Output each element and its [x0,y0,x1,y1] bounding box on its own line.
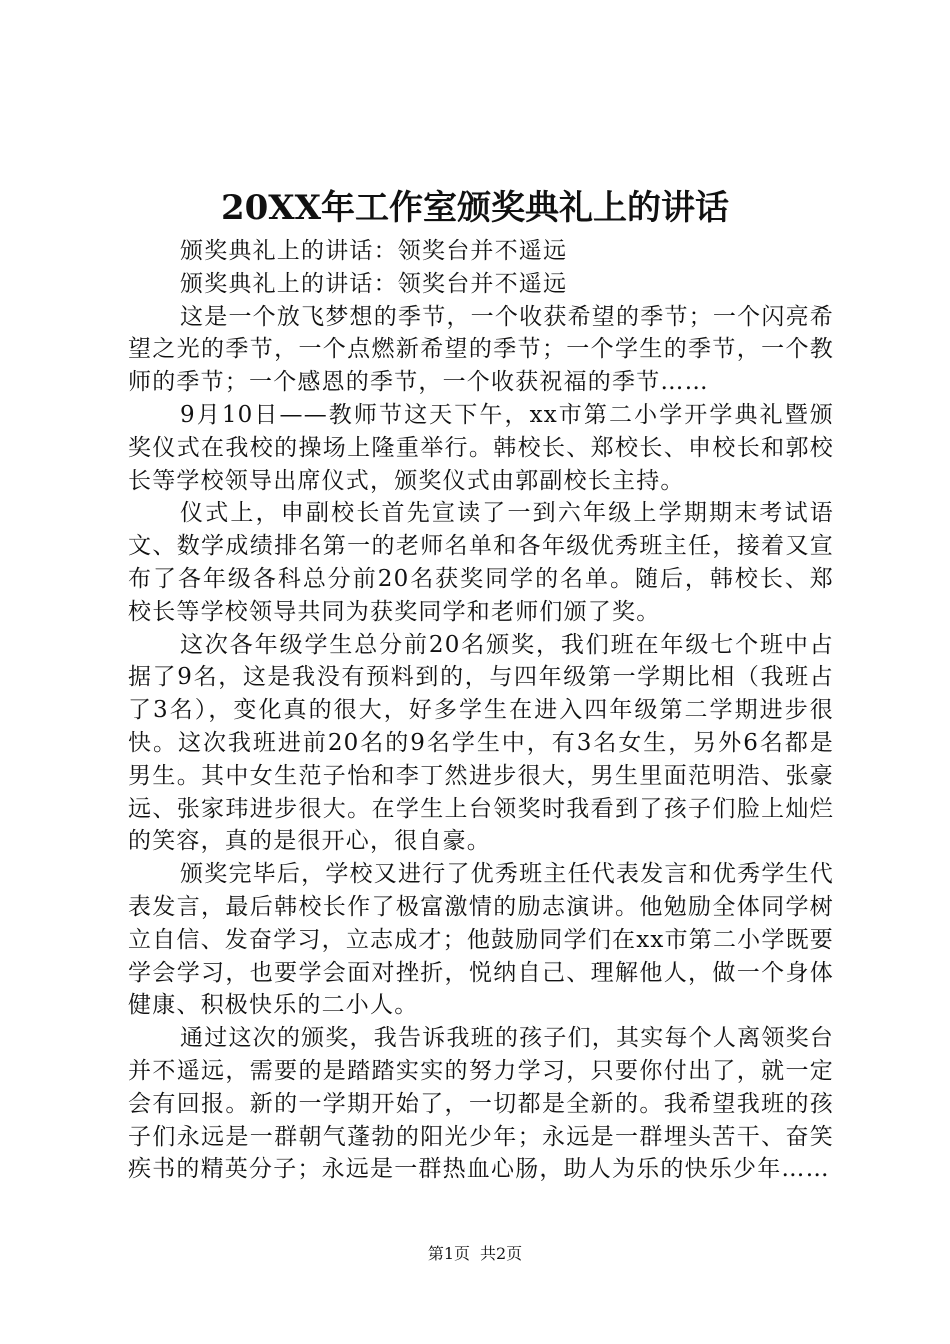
page-footer [0,1243,950,1265]
document-body [128,235,834,1186]
paragraph-class-results: 这次各年级学生总分前20名颁奖，我们班在年级七个班中占据了9名，这是我没有预料到的，与四年级第一学期比相（我班占了3名），变化真的很大，好多学生在进入四年级第二学期进步很快。这次我班进前20名的9名学生中，有3名女生，另外6名都是男生。其中女生范子怡和李丁然进步很大，男生里面范明浩、张豪远、张家玮进步很大。在学生上台领奖时我看到了孩子们脸上灿烂的笑容，真的是很开心，很自豪。 [128,631,834,855]
paragraph-subtitle-1: 颁奖典礼上的讲话：领奖台并不遥远 [180,238,568,264]
paragraph-speeches: 颁奖完毕后，学校又进行了优秀班主任代表发言和优秀学生代表发言，最后韩校长作了极富激情的励志演讲。他勉励全体同学树立自信、发奋学习，立志成才；他鼓励同学们在xx市第二小学既要学会学习，也要学会面对挫折，悦纳自己、理解他人，做一个身体健康、积极快乐的二小人。 [128,861,834,1019]
document-title: 20XX年工作室颁奖典礼上的讲话 [220,188,730,228]
paragraph-awards: 仪式上，申副校长首先宣读了一到六年级上学期期末考试语文、数学成绩排名第一的老师名单和各年级优秀班主任，接着又宣布了各年级各科总分前20名获奖同学的名单。随后，韩校长、郑校长等学校领导共同为获奖同学和老师们颁了奖。 [128,500,834,625]
page-total: 共2页 [480,1244,523,1263]
paragraph-conclusion: 通过这次的颁奖，我告诉我班的孩子们，其实每个人离领奖台并不遥远，需要的是踏踏实实的努力学习，只要你付出了，就一定会有回报。新的一学期开始了，一切都是全新的。我希望我班的孩子们永远是一群朝气蓬勃的阳光少年；永远是一群埋头苦干、奋笑疾书的精英分子；永远是一群热血心肠，助人为乐的快乐少年…… [128,1025,834,1183]
paragraph-ceremony: 9月10日——教师节这天下午，xx市第二小学开学典礼暨颁奖仪式在我校的操场上隆重举行。韩校长、郑校长、申校长和郭校长等学校领导出席仪式，颁奖仪式由郭副校长主持。 [128,401,834,494]
paragraph-intro: 这是一个放飞梦想的季节，一个收获希望的季节；一个闪亮希望之光的季节，一个点燃新希望的季节；一个学生的季节，一个教师的季节；一个感恩的季节，一个收获祝福的季节…… [128,303,834,396]
paragraph-subtitle-2: 颁奖典礼上的讲话：领奖台并不遥远 [180,270,568,297]
page-number: 第1页 [427,1244,470,1263]
